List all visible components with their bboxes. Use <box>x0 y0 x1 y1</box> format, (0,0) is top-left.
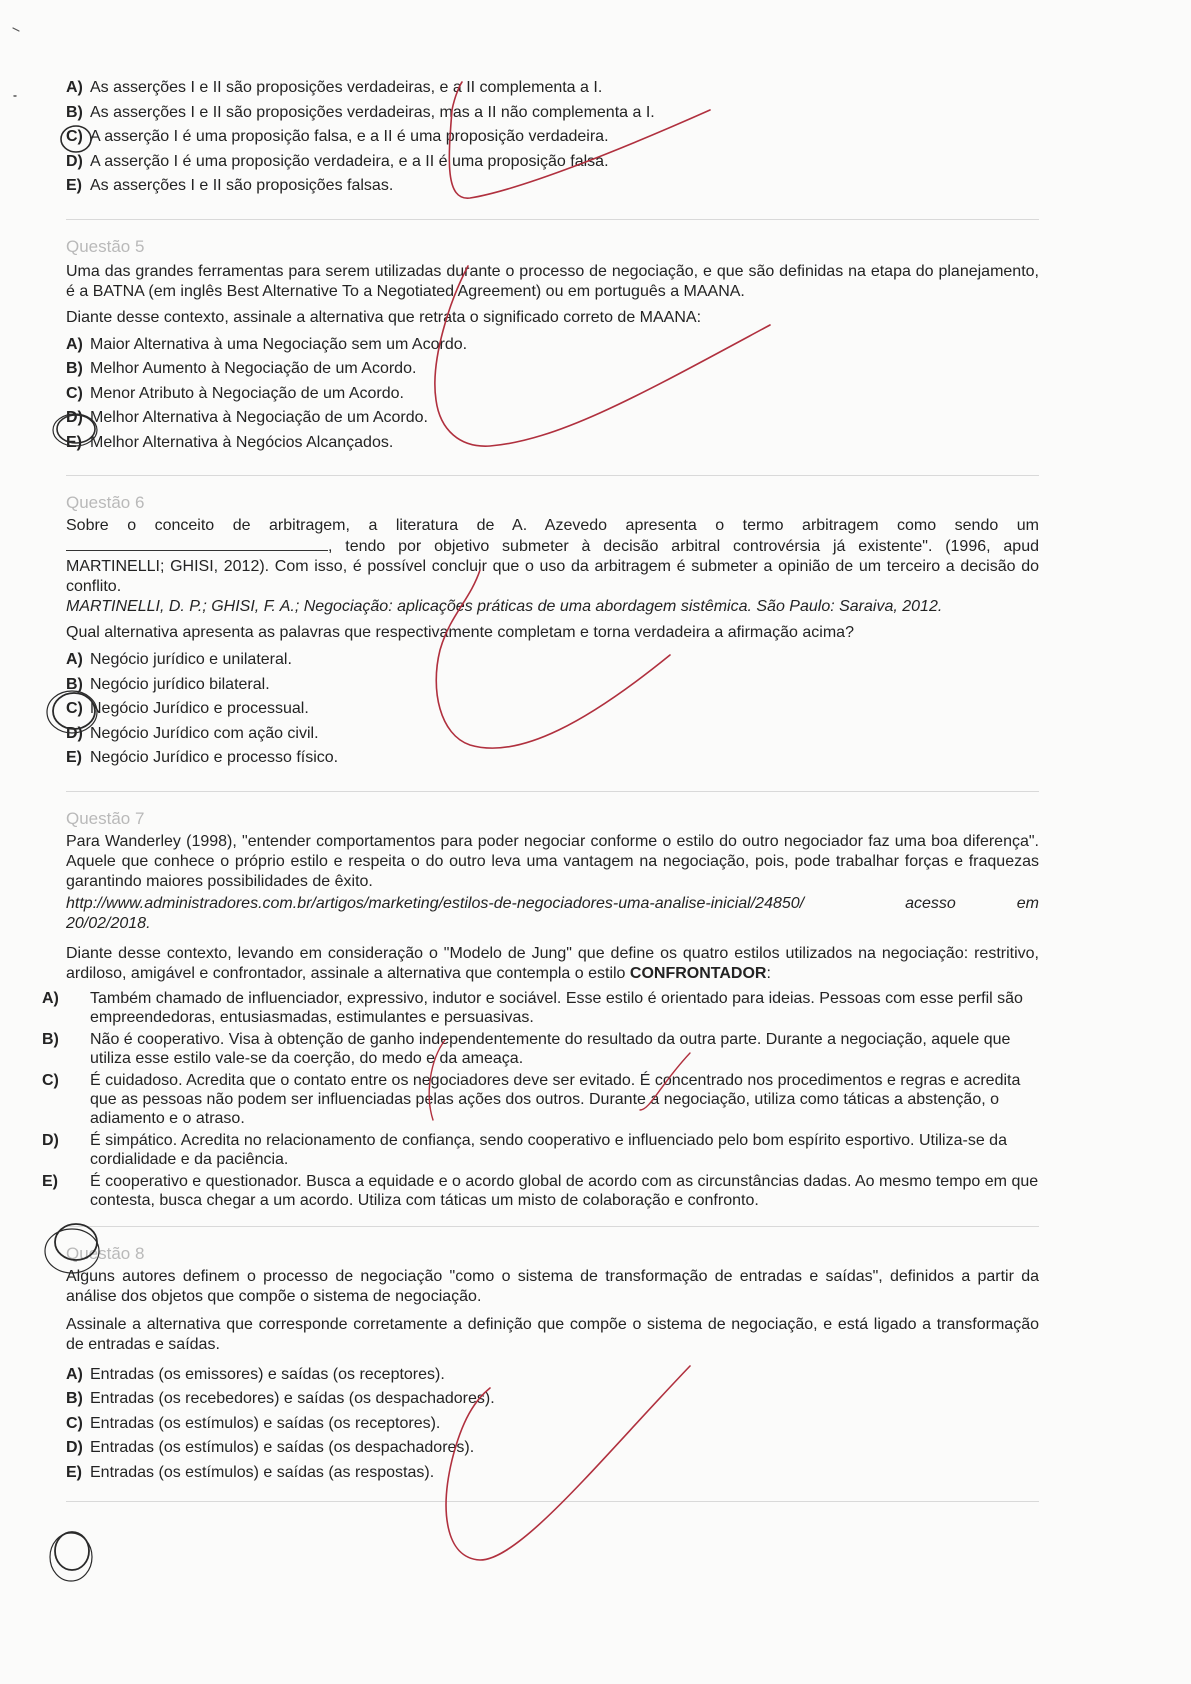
q7-source: http://www.administradores.com.br/artigos/marketing/estilos-de-negociadores-uma-analise-inicial/24850/ acesso em <box>66 894 1039 912</box>
q4-option-c[interactable]: C) A asserção I é uma proposição falsa, e a II é uma proposição verdadeira. <box>66 128 609 145</box>
q5-option-d[interactable]: D) Melhor Alternativa à Negociação de um Acordo. <box>66 409 428 426</box>
q7-statement: Para Wanderley (1998), "entender comportamentos para poder negociar conforme o estilo do outro negociador faz uma boa diferença". Aquele que conhece o próprio estilo e respeita o do outro leva uma vantagem na negociação, pois, pode trabalhar forças e fraquezas garantindo maiores possibilidades de êxito. <box>66 832 1039 890</box>
page-content <box>42 76 1039 1502</box>
q8-option-a[interactable]: A) Entradas (os emissores) e saídas (os receptores). <box>66 1365 445 1383</box>
q5-prompt: Diante desse contexto, assinale a alternativa que retrata o significado correto de MAANA: <box>66 308 702 326</box>
q6-title: Questão 6 <box>66 493 145 512</box>
divider <box>66 1501 1039 1502</box>
divider <box>66 219 1039 220</box>
question-5 <box>66 236 1039 456</box>
question-8 <box>66 1243 1039 1486</box>
q4-option-a[interactable]: A) As asserções I e II são proposições verdadeiras, e a II complementa a I. <box>66 79 603 96</box>
q8-prompt: Assinale a alternativa que corresponde corretamente a definição que compõe o sistema de negociação, e está ligado a transformação de entradas e saídas. <box>66 1315 1039 1353</box>
q5-option-e[interactable]: E) Melhor Alternativa à Negócios Alcançados. <box>66 433 394 451</box>
q4-option-d[interactable]: D) A asserção I é uma proposição verdadeira, e a II é uma proposição falsa. <box>66 152 609 170</box>
question-6 <box>66 492 1039 771</box>
q8-answer-circle <box>55 1532 89 1570</box>
q6-option-e[interactable]: E) Negócio Jurídico e processo físico. <box>66 749 339 766</box>
q8-option-d[interactable]: D) Entradas (os estímulos) e saídas (os despachadores). <box>66 1439 475 1456</box>
q6-option-c[interactable]: C) Negócio Jurídico e processual. <box>66 700 309 717</box>
q5-option-c[interactable]: C) Menor Atributo à Negociação de um Acordo. <box>66 384 404 402</box>
q7-prompt: Diante desse contexto, levando em consideração o "Modelo de Jung" que define os quatro estilos utilizados na negociação: restritivo, ardiloso, amigável e confrontador, assinale a alternativa que contempla o estilo CONFRONTADOR: <box>66 944 1039 982</box>
q8-answer-circle-outer <box>50 1533 92 1581</box>
q7-option-d[interactable]: D) É simpático. Acredita no relacionamento de confiança, sendo cooperativo e influenciado pelo bom espírito esportivo. Utiliza-se da cordialidade e da paciência. <box>42 1131 1007 1168</box>
q6-option-a[interactable]: A) Negócio jurídico e unilateral. <box>66 651 292 668</box>
q5-option-b[interactable]: B) Melhor Aumento à Negociação de um Acordo. <box>66 360 417 377</box>
q6-option-b[interactable]: B) Negócio jurídico bilateral. <box>66 675 270 693</box>
q6-option-d[interactable]: D) Negócio Jurídico com ação civil. <box>66 724 319 742</box>
q8-title: Questão 8 <box>66 1243 145 1263</box>
q8-option-b[interactable]: B) Entradas (os recebedores) e saídas (os despachadores). <box>66 1390 495 1407</box>
q4-options <box>66 76 1039 199</box>
q5-title: Questão 5 <box>66 236 145 256</box>
q5-option-a[interactable]: A) Maior Alternativa à uma Negociação sem um Acordo. <box>66 335 468 353</box>
q7-title: Questão 7 <box>66 808 145 828</box>
divider <box>66 475 1039 476</box>
q7-url[interactable]: http://www.administradores.com.br/artigos/marketing/estilos-de-negociadores-uma-analise-inicial/24850/ <box>66 894 805 912</box>
q6-prompt: Qual alternativa apresenta as palavras que respectivamente completam e torna verdadeira a afirmação acima? <box>66 624 854 641</box>
q8-option-e[interactable]: E) Entradas (os estímulos) e saídas (as respostas). <box>66 1463 435 1481</box>
question-7 <box>42 808 1039 1210</box>
q6-blank <box>66 536 328 551</box>
q7-option-e[interactable]: E) É cooperativo e questionador. Busca a equidade e o acordo global de acordo com as circunstâncias dadas. Ao mesmo tempo em que contesta, busca chegar a um acordo. Utiliza com táticas um misto de colaboração e confronto. <box>42 1172 1039 1209</box>
q8-option-c[interactable]: C) Entradas (os estímulos) e saídas (os receptores). <box>66 1414 441 1432</box>
divider <box>66 791 1039 792</box>
q6-reference: MARTINELLI, D. P.; GHISI, F. A.; Negociação: aplicações práticas de uma abordagem sistêmica. São Paulo: Saraiva, 2012. <box>66 598 943 615</box>
scan-mark <box>13 28 19 31</box>
divider <box>66 1226 1039 1227</box>
q7-access-date: 20/02/2018. <box>66 914 151 932</box>
q4-option-e[interactable]: E) As asserções I e II são proposições falsas. <box>66 177 394 194</box>
q7-option-a[interactable]: A) Também chamado de influenciador, expressivo, indutor e sociável. Esse estilo é orientado para ideias. Pessoas com esse perfil são empreendedoras, entusiasmadas, estimulantes e persuasivas. <box>42 989 1023 1026</box>
q8-statement: Alguns autores definem o processo de negociação "como o sistema de transformação de entradas e saídas", definidos a partir da análise dos objetos que compõe o sistema de negociação. <box>66 1267 1039 1305</box>
q6-statement: Sobre o conceito de arbitragem, a literatura de A. Azevedo apresenta o termo arbitragem como sendo um , tendo por objetivo submeter à decisão arbitral controvérsia já existente". (1996, apud MARTINELLI; GHISI, 2012). Com isso, é possível concluir que o uso da arbitragem é submeter a opinião de um terceiro a decisão do conflito. <box>66 517 1039 595</box>
q7-option-b[interactable]: B) Não é cooperativo. Visa à obtenção de ganho independentemente do resultado da outra parte. Durante a negociação, aquele que utiliza esse estilo vale-se da coerção, do medo e da ameaça. <box>42 1030 1011 1067</box>
q4-option-b[interactable]: B) As asserções I e II são proposições verdadeiras, mas a II não complementa a I. <box>66 103 655 121</box>
q5-statement: Uma das grandes ferramentas para serem utilizadas durante o processo de negociação, e que são definidas na etapa do planejamento, é a BATNA (em inglês Best Alternative To a Negotiated Agreement) ou em português a MAANA. <box>66 262 1039 300</box>
q7-option-c[interactable]: C) É cuidadoso. Acredita que o contato entre os negociadores deve ser evitado. É concentrado nos procedimentos e regras e acredita que as pessoas não podem ser influenciadas pelas ações dos outros. Durante a negociação, utiliza como táticas a abstenção, o adiamento e o atraso. <box>42 1071 1021 1127</box>
